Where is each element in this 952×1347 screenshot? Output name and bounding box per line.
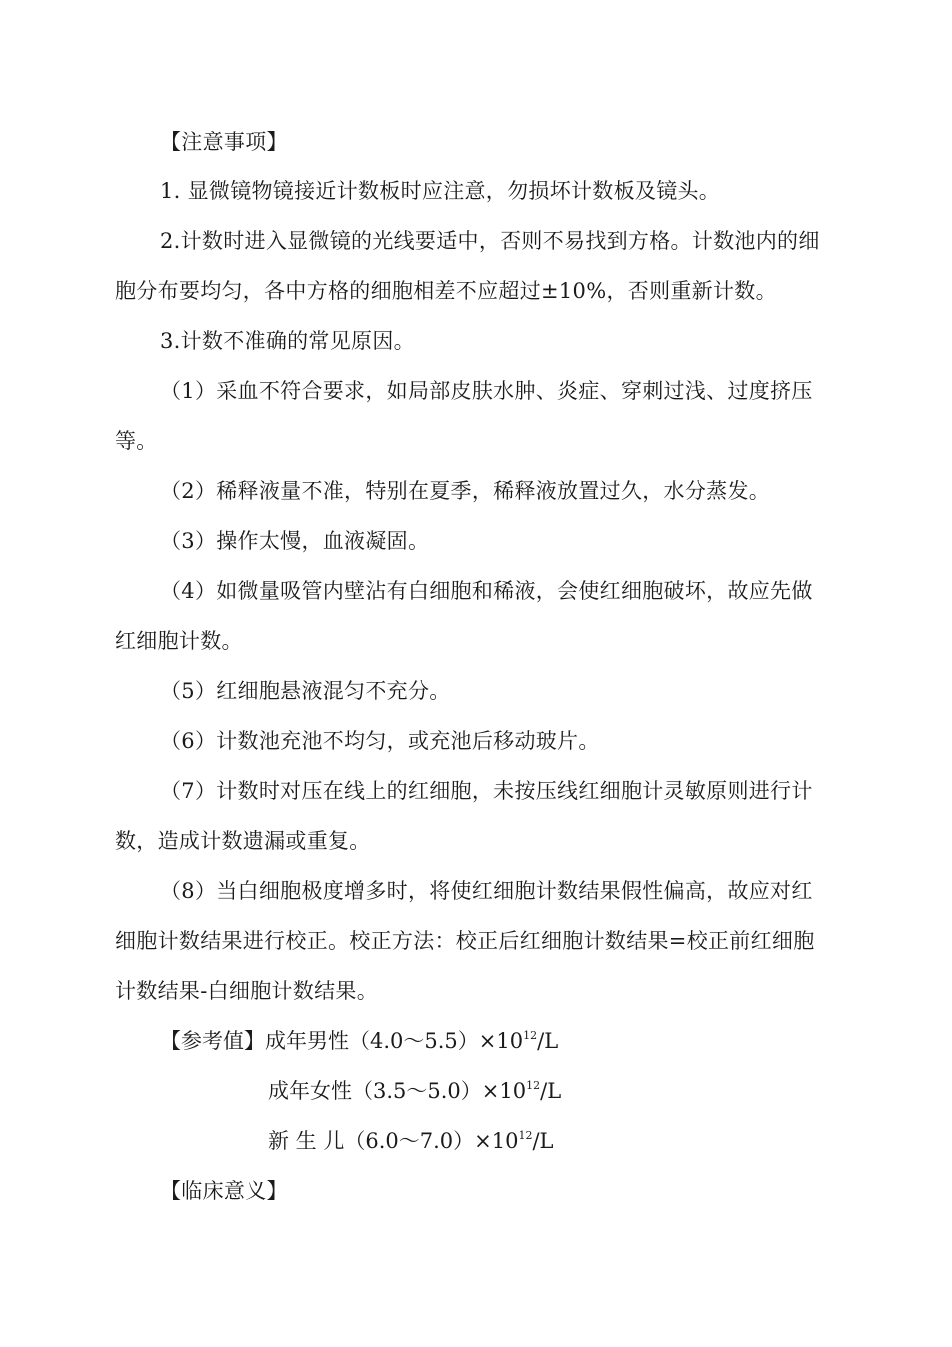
reference-value-female: 成年女性$(3.5\sim 5.0)\times 10^{12}/L$ (268, 1079, 562, 1103)
note-line-16: 细胞计数结果进行校正。校正方法：校正后红细胞计数结果=校正前红细胞 (115, 929, 815, 953)
note-line-2: 2.计数时进入显微镜的光线要适中，否则不易找到方格。计数池内的细 (160, 229, 820, 253)
note-line-6: 等。 (115, 429, 158, 453)
note-line-14: 数，造成计数遗漏或重复。 (115, 829, 371, 853)
section-heading-reference: 【参考值】 (160, 1029, 265, 1053)
note-line-12: （6）计数池充池不均匀，或充池后移动玻片。 (160, 729, 600, 753)
note-line-11: （5）红细胞悬液混匀不充分。 (160, 679, 451, 703)
note-line-4: 3.计数不准确的常见原因。 (160, 329, 415, 353)
note-line-7: （2）稀释液量不准，特别在夏季，稀释液放置过久，水分蒸发。 (160, 479, 771, 503)
reference-value-male: 成年男性$(4.0\sim 5.5)\times 10^{12}/L$ (265, 1029, 559, 1053)
note-line-8: （3）操作太慢，血液凝固。 (160, 529, 430, 553)
note-line-1: 1. 显微镜物镜接近计数板时应注意，勿损坏计数板及镜头。 (160, 179, 721, 203)
reference-row-1 (160, 1026, 558, 1056)
note-line-17: 计数结果-白细胞计数结果。 (115, 979, 378, 1003)
section-heading-clinical: 【临床意义】 (160, 1179, 288, 1203)
section-heading-notes: 【注意事项】 (160, 130, 288, 154)
reference-row-3 (268, 1126, 554, 1156)
note-line-3: 胞分布要均匀，各中方格的细胞相差不应超过±10%，否则重新计数。 (115, 279, 777, 303)
note-line-9: （4）如微量吸管内壁沾有白细胞和稀液，会使红细胞破坏，故应先做 (160, 579, 813, 603)
note-line-10: 红细胞计数。 (115, 629, 243, 653)
note-line-13: （7）计数时对压在线上的红细胞，未按压线红细胞计灵敏原则进行计 (160, 779, 813, 803)
note-line-15: （8）当白细胞极度增多时，将使红细胞计数结果假性偏高，故应对红 (160, 879, 813, 903)
reference-row-2 (268, 1076, 561, 1106)
reference-value-newborn: 新 生 儿$(6.0\sim 7.0)\times 10^{12}/L$ (268, 1129, 554, 1153)
note-line-5: （1）采血不符合要求，如局部皮肤水肿、炎症、穿刺过浅、过度挤压 (160, 379, 813, 403)
